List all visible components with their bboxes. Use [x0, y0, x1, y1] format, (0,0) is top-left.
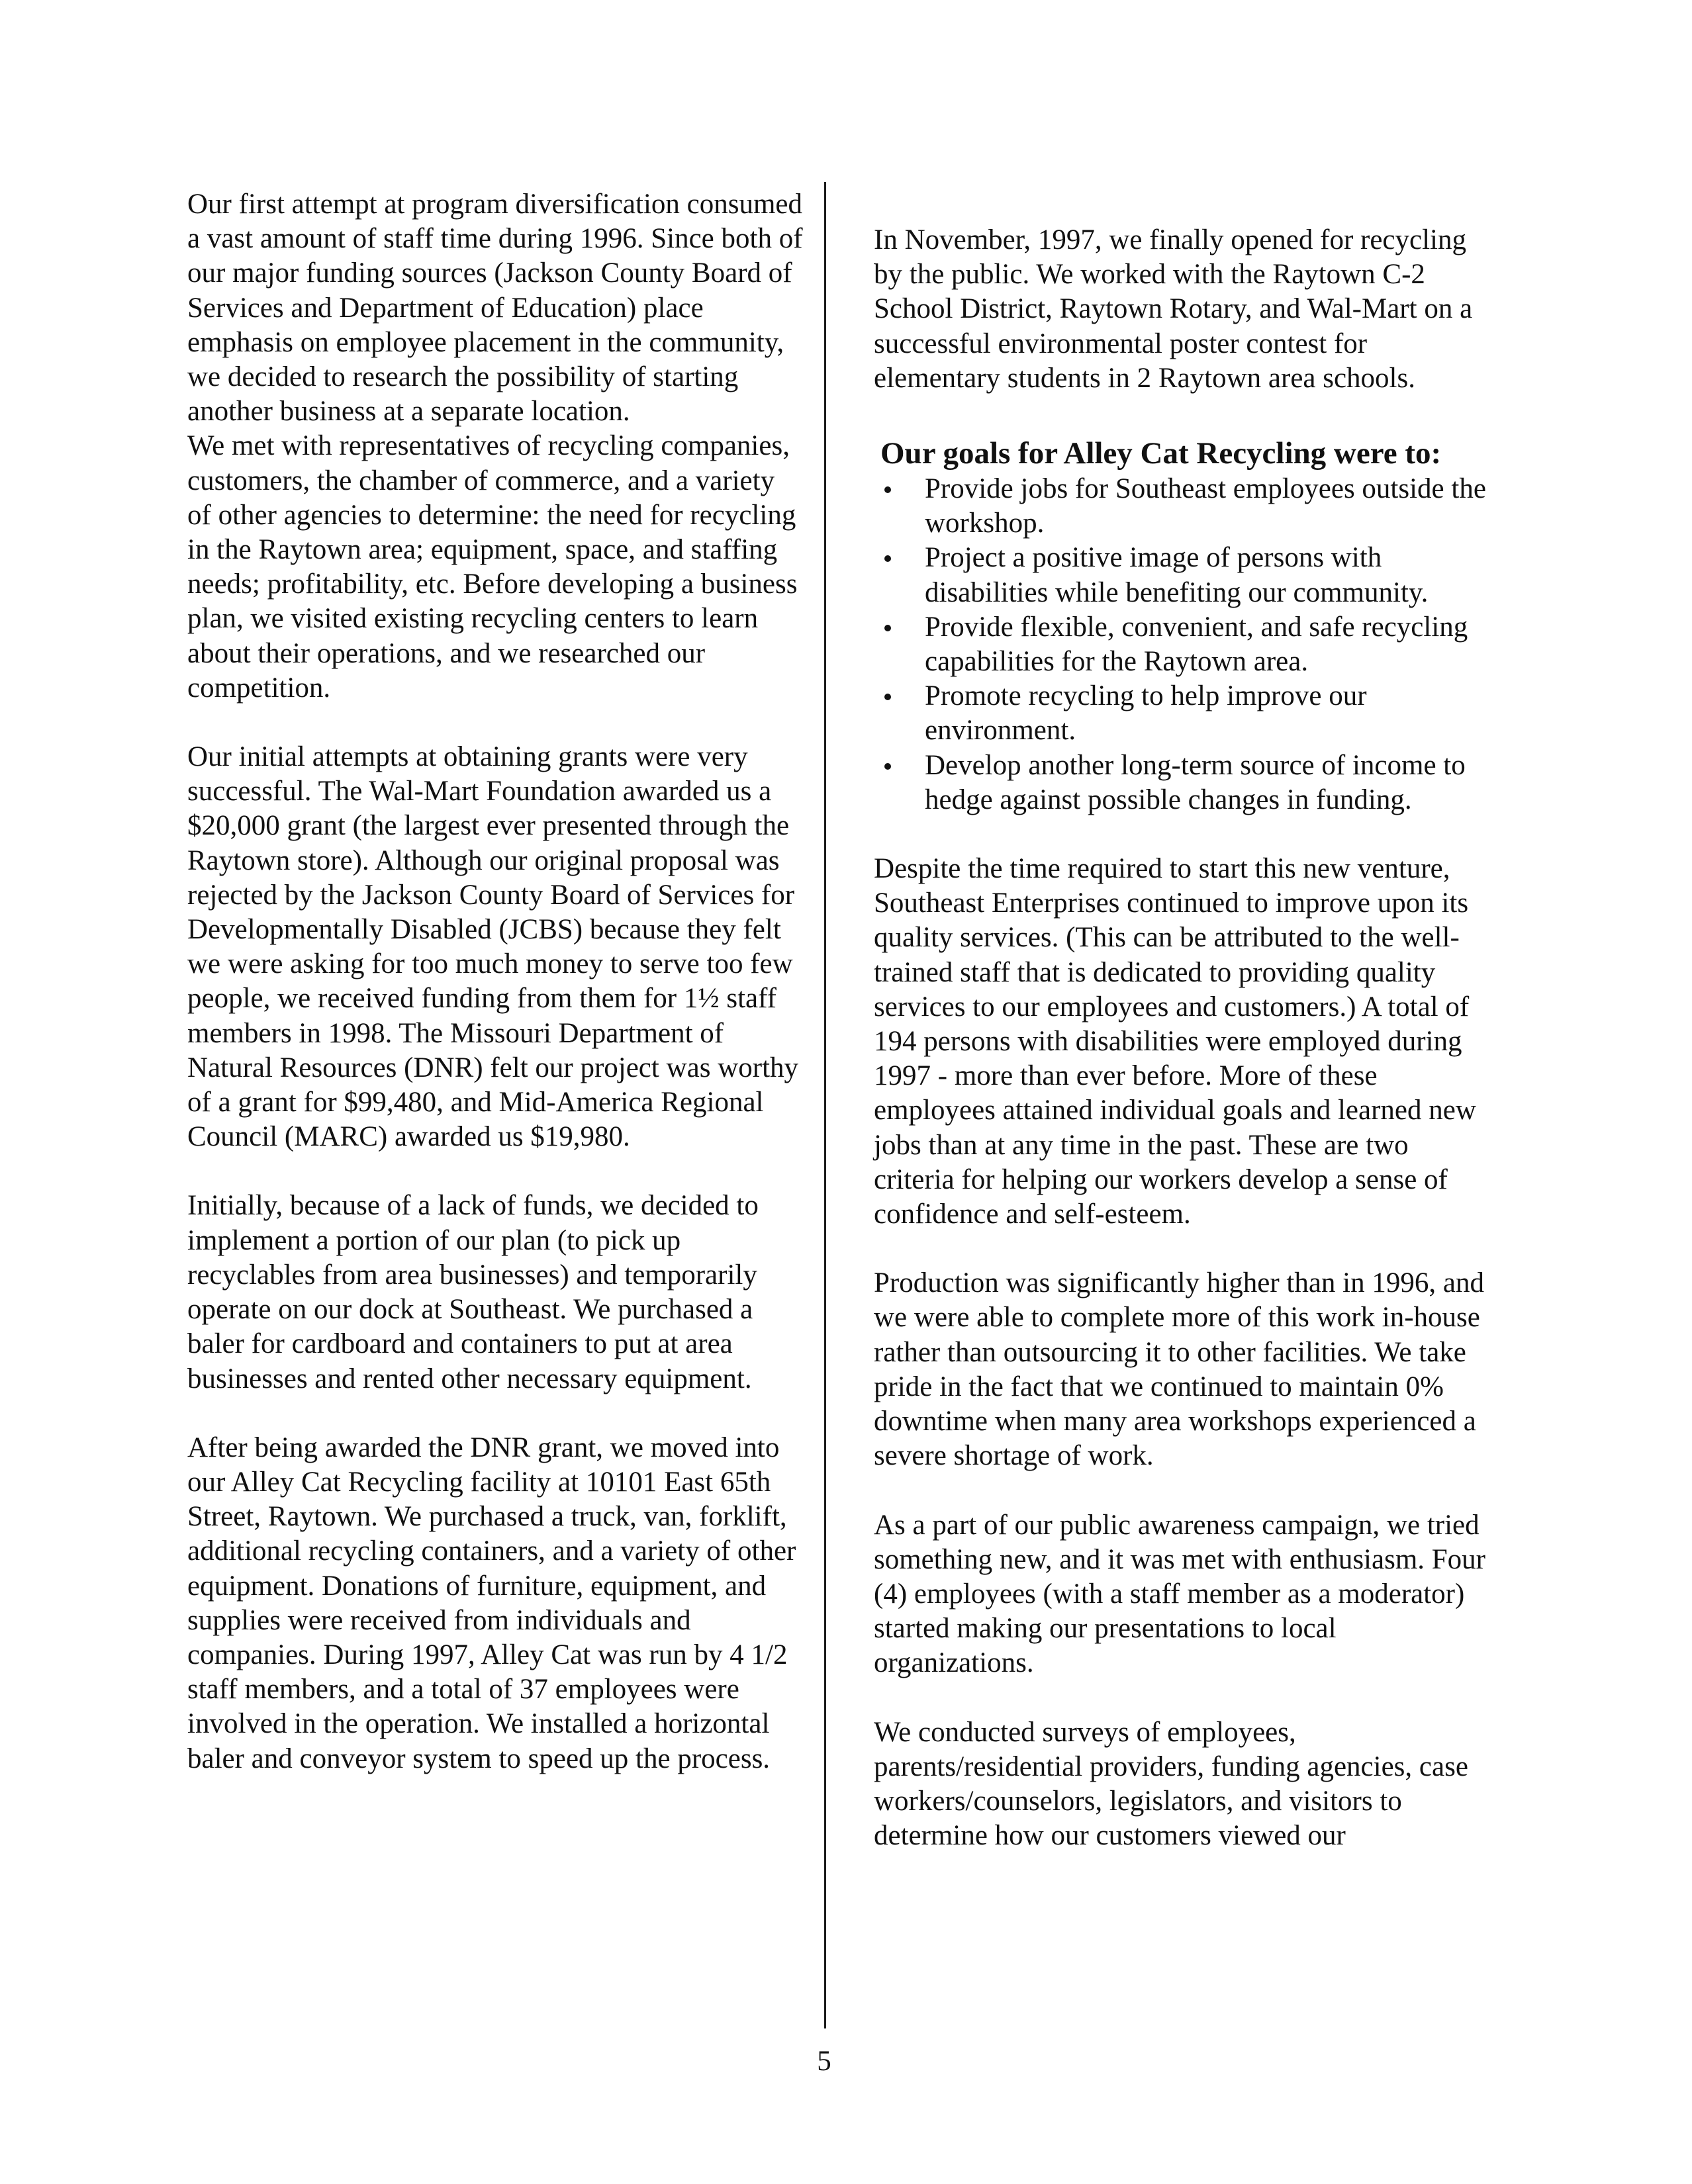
- paragraph-facility: After being awarded the DNR grant, we moved into our Alley Cat Recycling facility at 10101 East 65th Street, Raytown. We purchased a truck, van, forklift, additional recycling containers, and a variety of other equipment. Donations of furniture, equipment, and supplies were received from individuals and companies. During 1997, Alley Cat was run by 4 1/2 staff members, and a total of 37 employees were involved in the operation. We installed a horizontal baler and conveyor system to speed up the process.: [187, 1432, 796, 1774]
- paragraph-research: We met with representatives of recycling companies, customers, the chamber of commerce, and a variety of other agencies to determine: the need for recycling in the Raytown area; equipment, space, and staffing needs; profitability, etc. Before developing a business plan, we visited existing recycling centers to learn about their operations, and we researched our competition.: [187, 430, 798, 704]
- bullet-icon: [884, 694, 891, 700]
- page-number: 5: [817, 2046, 831, 2077]
- paragraph-diversification: Our first attempt at program diversification consumed a vast amount of staff time during 1996. Since both of our major funding sources (Jackson County Board of Services and Department of Education) place emphasis on employee placement in the community, we decided to research the possibility of starting another business at a separate location.: [187, 189, 803, 428]
- paragraph-initial-operation: Initially, because of a lack of funds, we decided to implement a portion of our plan (to pick up recyclables from area businesses) and temporarily operate on our dock at Southeast. We purchased a baler for cardboard and containers to put at area businesses and rented other necessary equipment.: [187, 1190, 759, 1394]
- goal-item: Develop another long-term source of income to hedge against possible changes in funding.: [874, 749, 1496, 817]
- paragraph-quality-services: Despite the time required to start this new venture, Southeast Enterprises continued to improve upon its quality services. (This can be attributed to the well-trained staff that is dedicated to providing quality services to our employees and customers.) A total of 194 persons with disabilities were employed during 1997 - more than ever before. More of these employees attained individual goals and learned new jobs than at any time in the past. These are two criteria for helping our workers develop a sense of confidence and self-esteem.: [874, 853, 1476, 1230]
- paragraph-public-awareness: As a part of our public awareness campaign, we tried something new, and it was met with enthusiasm. Four (4) employees (with a staff member as a moderator) started making our presentations to local organizations.: [874, 1509, 1485, 1679]
- goal-item: Project a positive image of persons with disabilities while benefiting our community.: [874, 541, 1496, 610]
- bullet-icon: [884, 486, 891, 493]
- goal-item: Promote recycling to help improve our environment.: [874, 679, 1496, 748]
- left-column: [187, 187, 803, 1776]
- bullet-icon: [884, 555, 891, 562]
- column-divider: [824, 182, 826, 2028]
- goals-heading: Our goals for Alley Cat Recycling were to:: [880, 436, 1442, 471]
- paragraph-grants: Our initial attempts at obtaining grants were very successful. The Wal-Mart Foundation awarded us a $20,000 grant (the largest ever presented through the Raytown store). Although our original proposal was rejected by the Jackson County Board of Services for Developmentally Disabled (JCBS) because they felt we were asking for too much money to serve too few people, we received funding from them for 1½ staff members in 1998. The Missouri Department of Natural Resources (DNR) felt our project was worthy of a grant for $99,480, and Mid-America Regional Council (MARC) awarded us $19,980.: [187, 741, 799, 1153]
- bullet-icon: [884, 763, 891, 770]
- paragraph-surveys: We conducted surveys of employees, parents/residential providers, funding agencies, case workers/counselors, legislators, and visitors to determine how our customers viewed our: [874, 1716, 1468, 1852]
- goal-item: Provide jobs for Southeast employees outside the workshop.: [874, 472, 1496, 541]
- goals-list: [874, 472, 1496, 817]
- bullet-icon: [884, 625, 891, 631]
- goal-item: Provide flexible, convenient, and safe recycling capabilities for the Raytown area.: [874, 610, 1496, 679]
- paragraph-production: Production was significantly higher than in 1996, and we were able to complete more of this work in-house rather than outsourcing it to other facilities. We take pride in the fact that we continued to maintain 0% downtime when many area workshops experienced a severe shortage of work.: [874, 1267, 1484, 1472]
- right-column: [874, 223, 1496, 1853]
- paragraph-public-opening: In November, 1997, we finally opened for recycling by the public. We worked with the Raytown C-2 School District, Raytown Rotary, and Wal-Mart on a successful environmental poster contest for elementary students in 2 Raytown area schools.: [874, 224, 1473, 394]
